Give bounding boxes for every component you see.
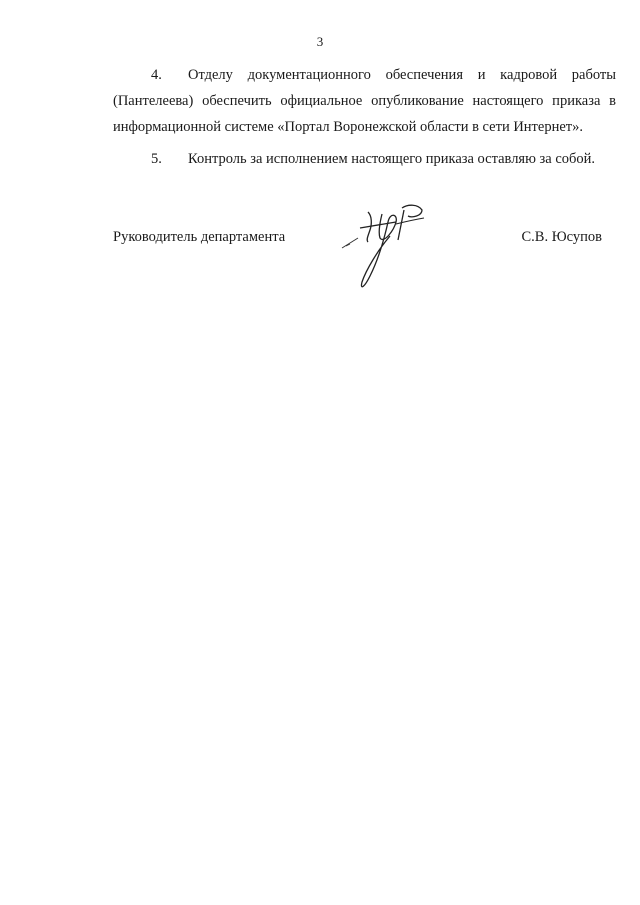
paragraph-line: (Пантелеева) обеспечить официальное опубликование настоящего приказа в: [113, 93, 616, 109]
paragraph-text: Контроль за исполнением настоящего приказа оставляю за собой.: [188, 151, 596, 167]
signer-name: С.В. Юсупов: [521, 229, 602, 245]
paragraph-item-4: [113, 62, 616, 140]
paragraph-line: [113, 146, 616, 172]
paragraph-line: информационной системе «Портал Воронежской области в сети Интернет».: [113, 119, 583, 135]
page-number: 3: [316, 34, 324, 49]
item-number: 4.: [151, 67, 162, 83]
paragraph-line: [113, 62, 616, 88]
position-title: Руководитель департамента: [113, 229, 286, 245]
paragraph-item-5: [113, 146, 616, 172]
handwritten-signature: [338, 200, 438, 292]
item-number: 5.: [151, 151, 162, 167]
paragraph-text: Отделу документационного обеспечения и кадровой работы: [188, 67, 616, 83]
